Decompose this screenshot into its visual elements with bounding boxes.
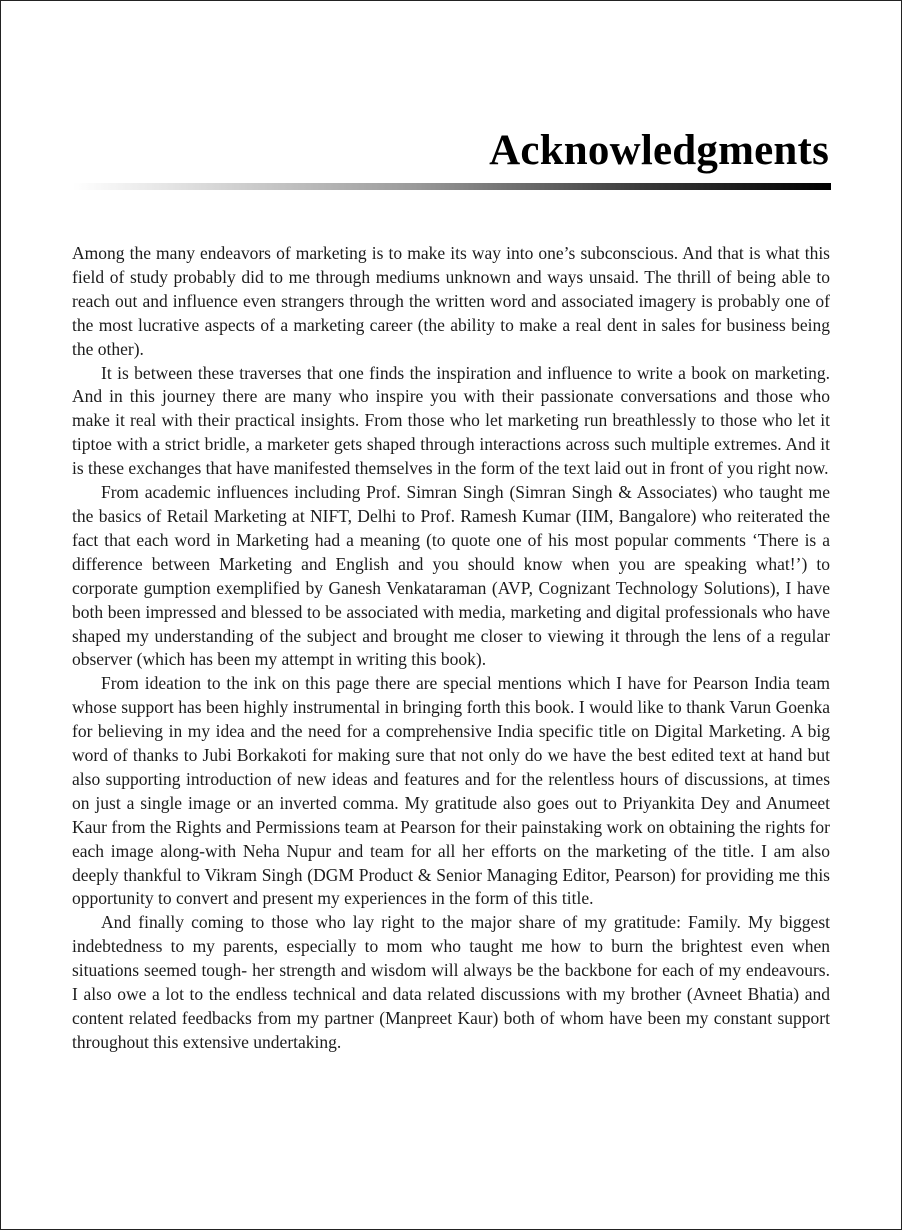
paragraph-5: And finally coming to those who lay right to the major share of my gratitude: Family. My biggest indebtedness to my parents, especially to mom who taught me how to burn the brightest even when situations seemed tough- her strength and wisdom will always be the backbone for each of my endeavours. I also owe a lot to the endless technical and data related discussions with my brother (Avneet Bhatia) and content related feedbacks from my partner (Manpreet Kaur) both of whom have been my constant support throughout this extensive undertaking. [72,912,830,1052]
title-underline-rule [73,183,831,190]
paragraph-1: Among the many endeavors of marketing is to make its way into one’s subconscious. And that is what this field of study probably did to me through mediums unknown and ways unsaid. The thrill of being able to reach out and influence even strangers through the written word and associated imagery is probably one of the most lucrative aspects of a marketing career (the ability to make a real dent in sales for business being the other). [72,243,830,359]
acknowledgments-body [72,242,830,1055]
paragraph-4: From ideation to the ink on this page there are special mentions which I have for Pearson India team whose support has been highly instrumental in bringing forth this book. I would like to thank Varun Goenka for believing in my idea and the need for a comprehensive India specific title on Digital Marketing. A big word of thanks to Jubi Borkakoti for making sure that not only do we have the best edited text at hand but also supporting introduction of new ideas and features and for the relentless hours of discussions, at times on just a single image or an inverted comma. My gratitude also goes out to Priyankita Dey and Anumeet Kaur from the Rights and Permissions team at Pearson for their painstaking work on obtaining the rights for each image along-with Neha Nupur and team for all her efforts on the marketing of the title. I am also deeply thankful to Vikram Singh (DGM Product & Senior Managing Editor, Pearson) for providing me this opportunity to convert and present my experiences in the form of this title. [72,673,830,909]
paragraph-2: It is between these traverses that one finds the inspiration and influence to write a book on marketing. And in this journey there are many who inspire you with their passionate conversations and those who make it real with their practical insights. From those who let marketing run breathlessly to those who let it tiptoe with a strict bridle, a marketer gets shaped through interactions across such multiple extremes. And it is these exchanges that have manifested themselves in the form of the text laid out in front of you right now. [72,362,830,479]
paragraph-3: From academic influences including Prof. Simran Singh (Simran Singh & Associates) who taught me the basics of Retail Marketing at NIFT, Delhi to Prof. Ramesh Kumar (IIM, Bangalore) who reiterated the fact that each word in Marketing had a meaning (to quote one of his most popular comments ‘There is a difference between Marketing and English and you should know when you are speaking what!’) to corporate gumption exemplified by Ganesh Venkataraman (AVP, Cognizant Technology Solutions), I have both been impressed and blessed to be associated with media, marketing and digital professionals who have shaped my understanding of the subject and brought me closer to viewing it through the lens of a regular observer (which has been my attempt in writing this book). [72,482,830,670]
chapter-title: Acknowledgments [489,127,829,174]
